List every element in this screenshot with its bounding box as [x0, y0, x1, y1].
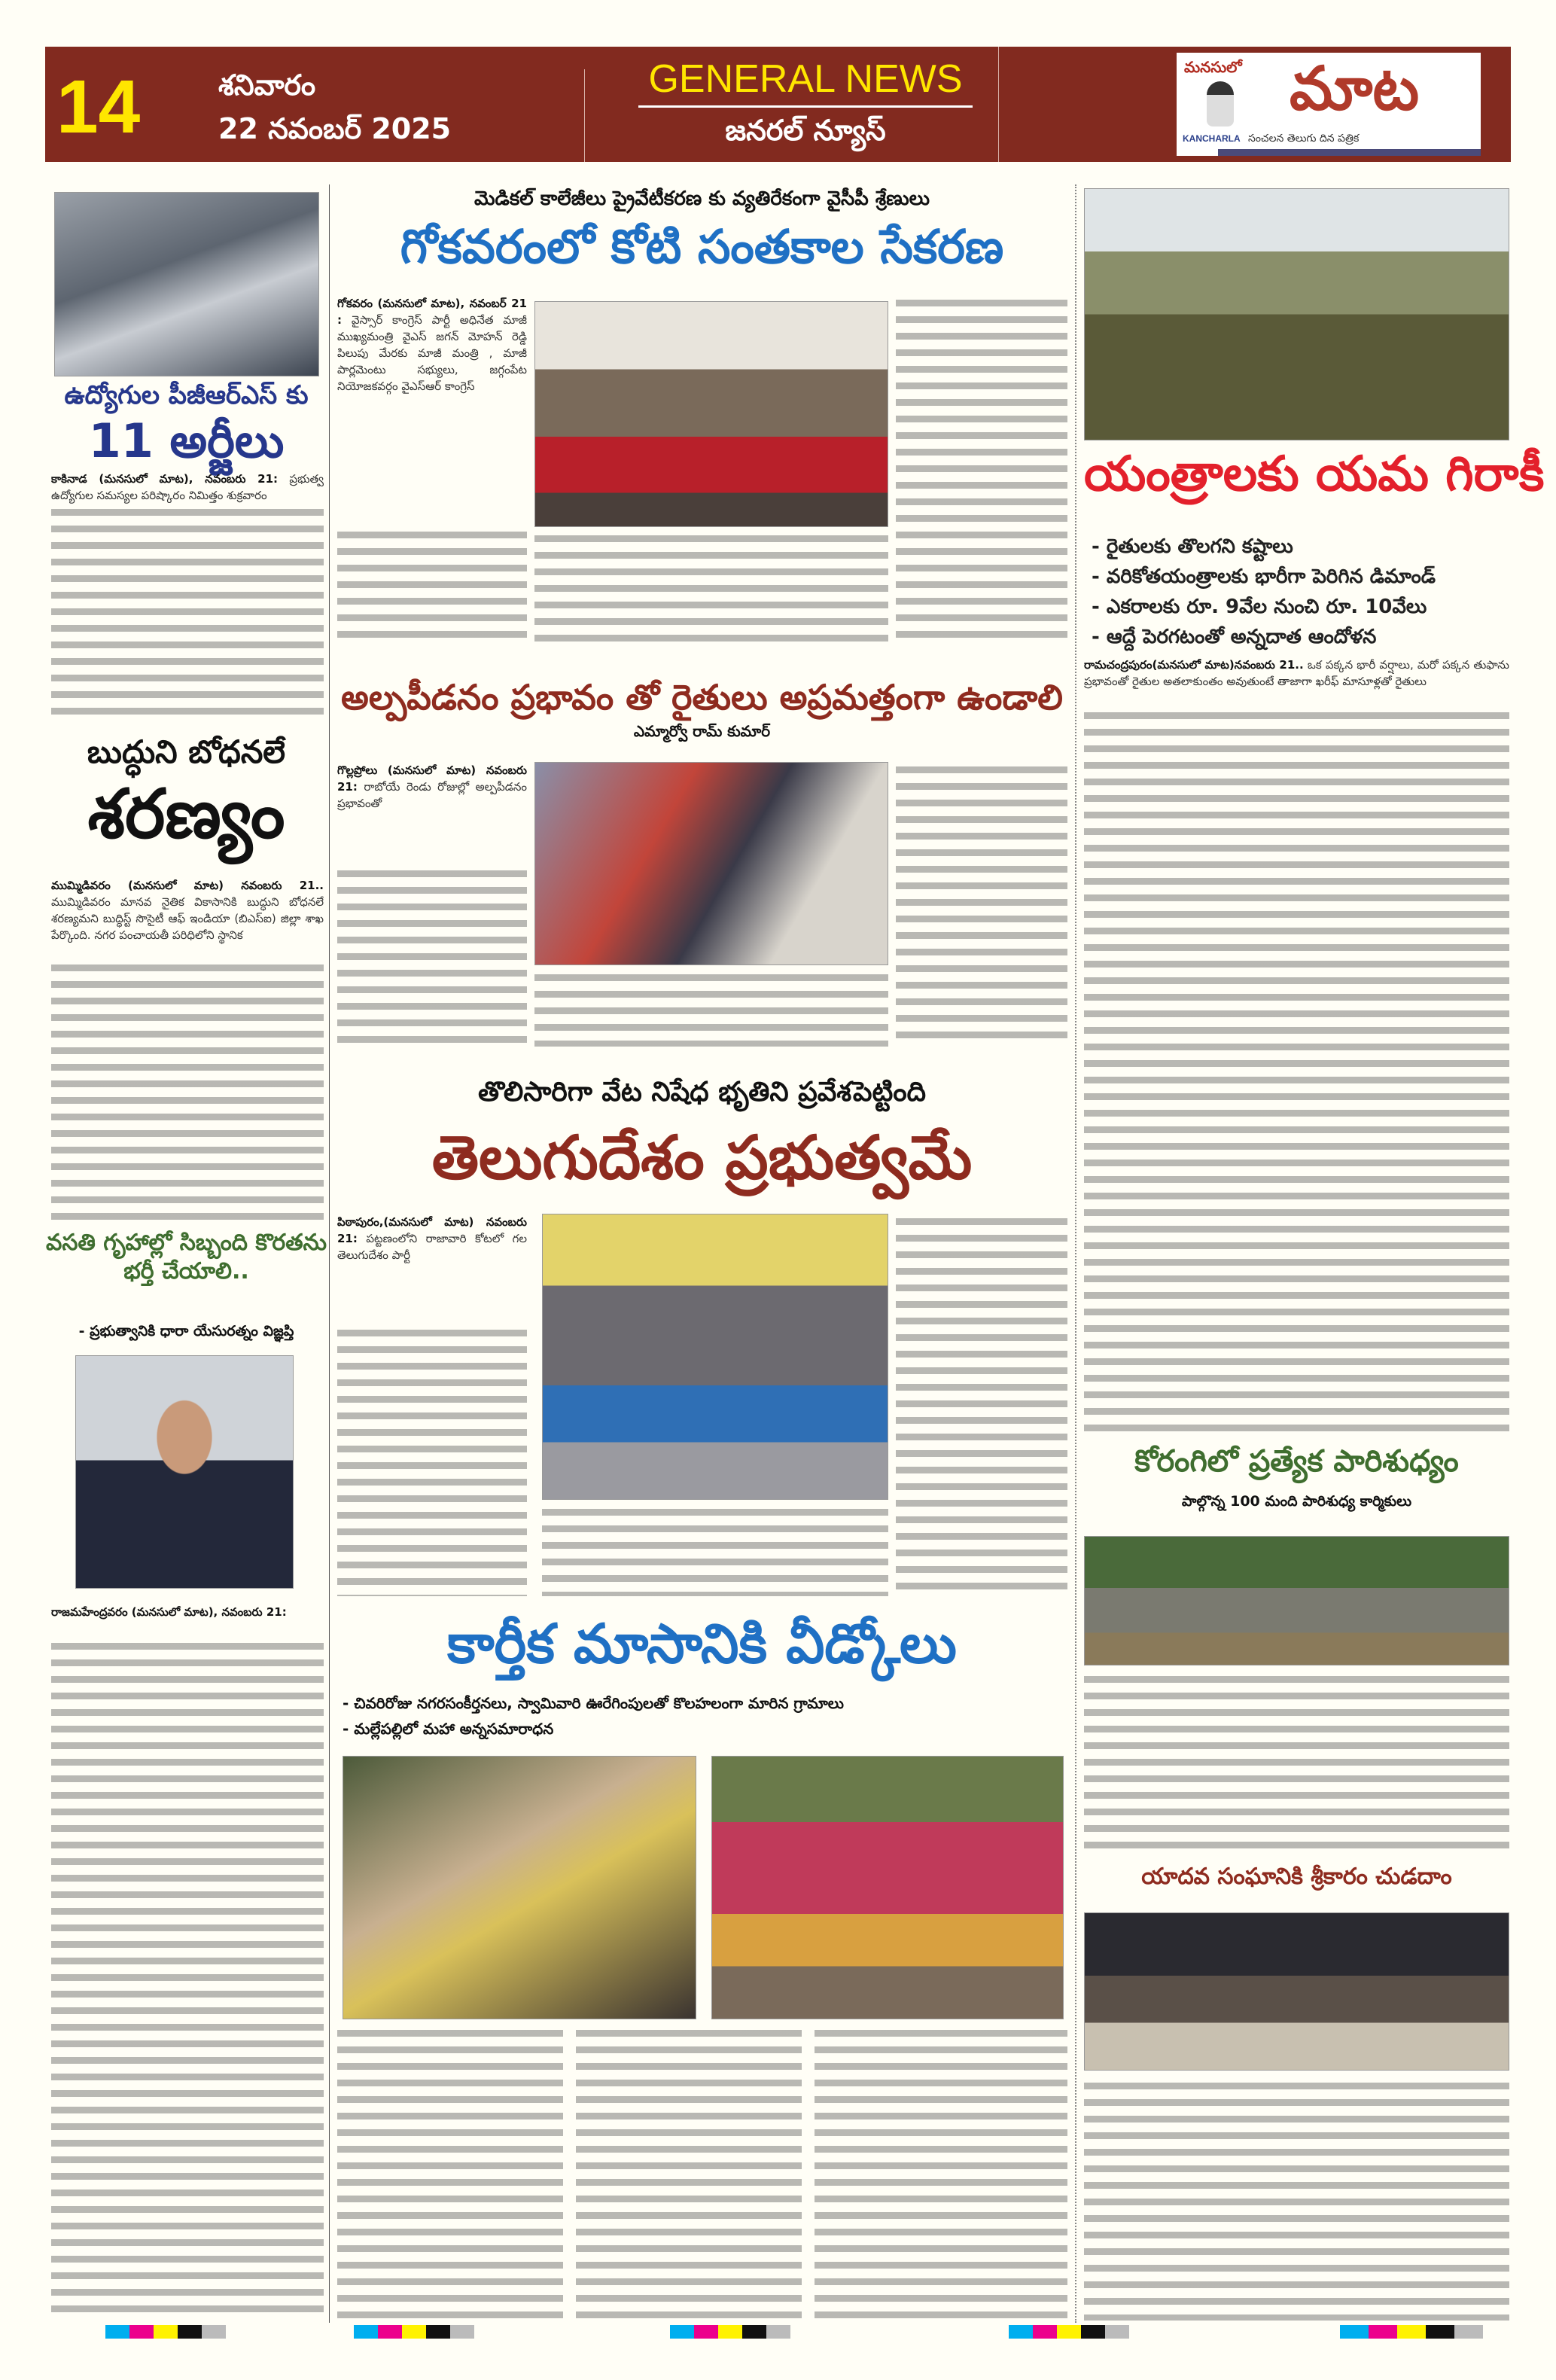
article-body	[51, 471, 324, 504]
logo-brand: KANCHARLA	[1183, 133, 1241, 144]
headline: శరణ్యం	[87, 775, 285, 854]
column-rule	[329, 184, 330, 2323]
article-text-block	[51, 504, 324, 723]
dateline: రామచంద్రపురం(మనసులో మాట)నవంబరు 21..	[1084, 658, 1304, 672]
dateline: గోకవరం (మనసులో మాట), నవంబర్ 21 :	[337, 297, 527, 327]
header-divider	[998, 47, 999, 162]
logo-bar	[1218, 149, 1481, 156]
bullet-item: - ఎకరాలకు రూ. 9వేల నుంచి రూ. 10వేలు	[1092, 596, 1427, 618]
article-photo	[542, 1214, 888, 1500]
article-text-block	[337, 1325, 527, 1596]
dateline: గొల్లప్రోలు (మనసులో మాట) నవంబరు 21:	[337, 763, 527, 794]
headline: తెలుగుదేశం ప్రభుత్వమే	[431, 1123, 973, 1193]
article-text-block	[51, 960, 324, 1224]
page-number: 14	[56, 65, 141, 149]
headline: కోరంగిలో ప్రత్యేక పారిశుధ్యం	[1134, 1444, 1459, 1479]
article-photo	[711, 1756, 1064, 2019]
subheadline: - చివరిరోజు నగరసంకీర్తనలు, స్వామివారి ఊరేగింపులతో కొలహలంగా మారిన గ్రామాలు	[343, 1694, 844, 1712]
article-text-block	[896, 762, 1067, 1047]
headline: 11 అర్జీలు	[88, 413, 285, 468]
color-registration-bar	[670, 2325, 790, 2339]
subheadline-list	[343, 1690, 1065, 1742]
article-text-block	[1084, 708, 1509, 1434]
headline: వసతి గృహాల్లో సిబ్బంది కొరతను భర్తీ చేయాలి..	[45, 1230, 327, 1284]
logo-main: మాట	[1290, 53, 1420, 123]
article-text-block	[1084, 1671, 1509, 1854]
person-photo	[75, 1355, 294, 1589]
article-lead: పట్టణంలోని రాజావారి కోటలో గల తెలుగుదేశం పార్టీ	[337, 1232, 527, 1262]
logo-small: మనసులో	[1184, 58, 1242, 76]
article-lead: రాబోయే రెండు రోజుల్లో అల్పపీడనం ప్రభావంతో	[337, 780, 527, 810]
article-body	[51, 877, 324, 943]
article-body	[337, 762, 527, 812]
kicker: మెడికల్ కాలేజీలు ప్రైవేటీకరణ కు వ్యతిరేకంగా వైసీపీ శ్రేణులు	[473, 187, 930, 210]
bullet-item: - రైతులకు తొలగని కష్టాలు	[1092, 535, 1293, 558]
article-lead: వైస్సార్ కాంగ్రెస్ పార్టీ అధినేత మాజీ ముఖ్యమంత్రి వైఎస్ జగన్ మోహన్ రెడ్డి పిలుపు మేరకు మాజీ మంత్రి , మాజీ పార్లమెంటు సభ్యులు, జగ్గంపేట నియోజకవర్గం వైఎస్ఆర్ కాంగ్రెస్	[337, 313, 527, 393]
article-body	[337, 295, 527, 395]
dateline: కాకినాడ (మనసులో మాట), నవంబరు 21:	[51, 472, 279, 486]
color-registration-bar	[105, 2325, 226, 2339]
section-title-en: GENERAL NEWS	[648, 57, 963, 101]
article-text-block	[896, 1214, 1067, 1596]
headline: గోకవరంలో కోటి సంతకాల సేకరణ	[400, 219, 1004, 274]
header-divider	[584, 69, 585, 162]
dateline: ముమ్మిడివరం (మనసులో మాట) నవంబరు 21..	[51, 879, 324, 892]
article-photo	[343, 1756, 696, 2019]
day-label: శనివారం	[218, 69, 316, 102]
article-text-block	[542, 1504, 888, 1596]
article-text-block	[337, 2025, 563, 2321]
article-text-block	[534, 970, 888, 1047]
article-lead: ప్రభుత్వ ఉద్యోగుల సమస్యల పరిష్కారం నిమిత్తం శుక్రవారం	[51, 472, 324, 502]
article-text-block	[576, 2025, 802, 2321]
section-title-te: జనరల్ న్యూస్	[725, 114, 886, 147]
article-text-block	[534, 531, 888, 648]
newspaper-logo	[1177, 53, 1481, 156]
bullet-item: - వరికోతయంత్రాలకు భారీగా పెరిగిన డిమాండ్	[1092, 565, 1436, 588]
headline: యంత్రాలకు యమ గిరాకీ	[1084, 446, 1545, 502]
kicker: బుద్ధుని బోధనలే	[87, 733, 286, 770]
article-text-block	[815, 2025, 1067, 2321]
subheadline: ఎమ్మార్వో రామ్ కుమార్	[633, 722, 771, 740]
article-photo	[1084, 1912, 1509, 2071]
kicker: తొలిసారిగా వేట నిషేధ భృతిని ప్రవేశపెట్టింది	[478, 1077, 926, 1108]
color-registration-bar	[1340, 2325, 1483, 2339]
subheadline: - ప్రభుత్వానికి ధారా యేసురత్నం విజ్ఞప్తి	[78, 1323, 294, 1339]
section-rule	[638, 105, 973, 108]
headline: యాదవ సంఘానికి శ్రీకారం చుడదాం	[1141, 1863, 1452, 1890]
article-text-block	[337, 866, 527, 1047]
article-photo	[1084, 1536, 1509, 1665]
article-body	[337, 1214, 527, 1263]
date-label: 22 నవంబర్ 2025	[218, 112, 452, 145]
article-photo	[534, 762, 888, 965]
article-photo	[534, 301, 888, 527]
subheadline: - మల్లేపల్లిలో మహా అన్నసమారాధన	[343, 1720, 554, 1738]
article-lead: ముమ్మిడివరం మానవ నైతిక వికాసానికి బుద్ధుని బోధనలే శరణ్యమని బుద్ధిస్ట్ సొసైటీ ఆఫ్ ఇండియా (బిఎస్ఐ) జిల్లా శాఖ పేర్కొంది. నగర పంచాయతీ పరిధిలోని స్థానిక	[51, 895, 324, 942]
article-text-block	[896, 295, 1067, 648]
logo-tagline: సంచలన తెలుగు దిన పత్రిక	[1248, 133, 1360, 145]
article-photo	[54, 192, 319, 376]
column-rule	[1075, 184, 1076, 2323]
founder-portrait-icon	[1207, 81, 1234, 126]
bullet-list	[1092, 532, 1436, 652]
article-text-block	[337, 527, 527, 648]
subheadline: పాల్గొన్న 100 మంది పారిశుధ్య కార్మికులు	[1181, 1493, 1412, 1510]
headline: ఉద్యోగుల పీజీఆర్ఎస్ కు	[64, 380, 309, 410]
color-registration-bar	[354, 2325, 474, 2339]
headline: అల్పపీడనం ప్రభావం తో రైతులు అప్రమత్తంగా ఉండాలి	[341, 677, 1063, 718]
headline: కార్తీక మాసానికి వీడ్కోలు	[447, 1612, 957, 1675]
dateline: పిఠాపురం,(మనసులో మాట) నవంబరు 21:	[337, 1215, 527, 1245]
color-registration-bar	[1009, 2325, 1129, 2339]
article-text-block	[51, 1638, 324, 2321]
harvester-photo	[1084, 188, 1509, 440]
article-lead: ఒక పక్కన భారీ వర్షాలు, మరో పక్కన తుఫాను ప్రభావంతో రైతుల అతలాకుంతం అవుతుంటే తాజాగా ఖరీఫ్ మాసూళ్లతో రైతులు	[1084, 658, 1509, 688]
article-body	[1084, 657, 1509, 690]
bullet-item: - ఆద్దే పెరగటంతో అన్నదాత ఆందోళన	[1092, 626, 1377, 648]
dateline: రాజమహేంద్రవరం (మనసులో మాట), నవంబరు 21:	[51, 1605, 287, 1619]
article-body	[51, 1604, 324, 1620]
article-text-block	[1084, 2078, 1509, 2321]
